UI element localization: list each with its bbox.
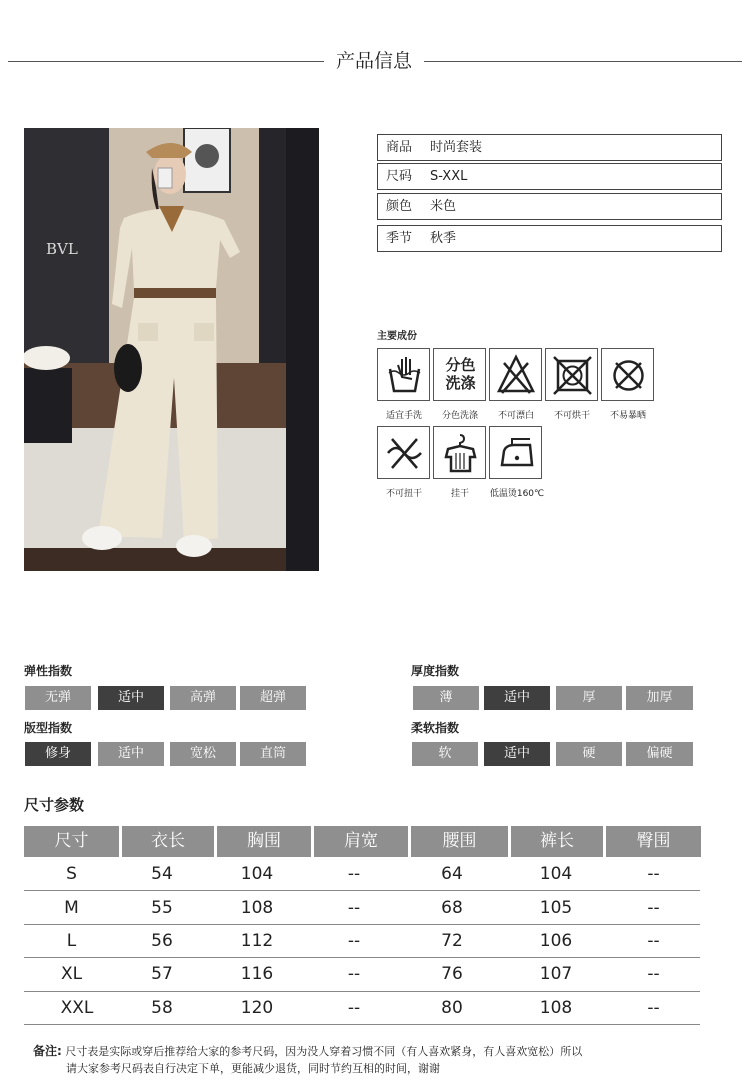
size-cell: 108 (539, 998, 573, 1018)
thickness-title: 厚度指数 (411, 664, 460, 678)
size-cell: 116 (240, 964, 274, 984)
size-cell: -- (347, 964, 361, 984)
softness-option-1-selected: 适中 (484, 742, 550, 766)
size-cell: 64 (441, 864, 463, 884)
size-header-6: 臀围 (606, 826, 701, 857)
size-cell: XXL (60, 998, 94, 1018)
care-label: 分色洗涤 (441, 411, 478, 421)
composition-title: 主要成份 (377, 331, 417, 342)
no-wring-icon (378, 427, 431, 480)
size-cell: 106 (539, 931, 573, 951)
info-value: 秋季 (430, 231, 457, 246)
note-label: 备注: (33, 1044, 62, 1058)
care-separate-wash (433, 348, 486, 401)
care-label: 不易暴晒 (609, 411, 646, 421)
size-cell: 105 (539, 898, 573, 918)
size-cell: -- (347, 898, 361, 918)
size-header-5: 裤长 (511, 826, 603, 857)
size-cell: 56 (151, 931, 173, 951)
size-cell: -- (647, 864, 660, 884)
info-key: 季节 (386, 231, 413, 246)
softness-option-0: 软 (412, 742, 478, 766)
size-cell: 80 (441, 998, 463, 1018)
thickness-option-2: 厚 (556, 686, 622, 710)
softness-option-3: 偏硬 (626, 742, 693, 766)
care-low-iron (489, 426, 542, 479)
size-cell: 112 (240, 931, 274, 951)
size-cell: -- (347, 931, 361, 951)
no-tumble-dry-icon (546, 349, 599, 402)
fit-option-1: 适中 (98, 742, 164, 766)
row-divider (24, 1024, 700, 1025)
size-cell: 55 (151, 898, 173, 918)
info-key: 商品 (386, 140, 413, 155)
size-cell: 107 (539, 964, 573, 984)
separate-wash-text-1: 分色 (445, 356, 476, 374)
fit-option-0-selected: 修身 (25, 742, 91, 766)
size-cell: 104 (240, 864, 274, 884)
note-text-1: 尺寸表是实际或穿后推荐给大家的参考尺码，因为没人穿着习惯不同（有人喜欢紧身，有人喜欢宽松）所以 (65, 1045, 583, 1058)
size-header-0: 尺寸 (24, 826, 119, 857)
thickness-option-1-selected: 适中 (484, 686, 550, 710)
size-note-line-1 (33, 1042, 582, 1059)
elasticity-option-3: 超弹 (240, 686, 306, 710)
info-row-product (377, 134, 722, 161)
size-header-4: 腰围 (411, 826, 508, 857)
care-hang-dry (433, 426, 486, 479)
size-cell: -- (347, 998, 361, 1018)
info-value: S-XXL (430, 169, 468, 184)
care-no-bleach (489, 348, 542, 401)
fit-title: 版型指数 (24, 721, 73, 735)
care-label: 不可扭干 (385, 489, 422, 499)
size-cell: 58 (151, 998, 173, 1018)
care-no-tumble-dry (545, 348, 598, 401)
separate-wash-icon (434, 356, 487, 392)
care-label: 挂干 (450, 489, 469, 499)
size-cell: 76 (441, 964, 463, 984)
wall-text-top: BVL (46, 240, 78, 258)
softness-title: 柔软指数 (411, 721, 460, 735)
care-no-wring (377, 426, 430, 479)
care-label: 不可漂白 (497, 411, 534, 421)
size-cell: XL (60, 964, 83, 984)
elasticity-option-1-selected: 适中 (98, 686, 164, 710)
care-label: 不可烘干 (553, 411, 590, 421)
size-cell: 108 (240, 898, 274, 918)
info-key: 颜色 (386, 199, 413, 214)
elasticity-title: 弹性指数 (24, 664, 73, 678)
size-cell: -- (647, 931, 660, 951)
separate-wash-text-2: 洗涤 (445, 374, 476, 392)
size-cell: 54 (151, 864, 173, 884)
thickness-option-3: 加厚 (626, 686, 693, 710)
size-cell: -- (347, 864, 361, 884)
hang-dry-icon (434, 427, 487, 480)
header-divider-left (8, 61, 324, 62)
row-divider (24, 890, 700, 891)
size-cell: -- (647, 898, 660, 918)
size-cell: 104 (539, 864, 573, 884)
softness-option-2: 硬 (556, 742, 622, 766)
elasticity-option-0: 无弹 (25, 686, 91, 710)
info-value: 米色 (430, 199, 457, 214)
size-header-2: 胸围 (217, 826, 311, 857)
size-table-title: 尺寸参数 (24, 796, 85, 814)
product-photo (24, 128, 319, 571)
size-header-1: 衣长 (122, 826, 214, 857)
size-note-line-2: 请大家参考尺码表自行决定下单，更能减少退货，同时节约互相的时间，谢谢 (66, 1062, 440, 1075)
size-cell: -- (647, 998, 660, 1018)
size-cell: 72 (441, 931, 463, 951)
fit-option-3: 直筒 (240, 742, 306, 766)
size-cell: S (66, 864, 77, 884)
fit-option-2: 宽松 (170, 742, 236, 766)
info-value: 时尚套装 (430, 140, 483, 155)
size-cell: -- (647, 964, 660, 984)
size-cell: M (64, 898, 79, 918)
no-sun-icon (602, 349, 655, 402)
low-iron-icon (490, 427, 543, 480)
size-cell: 68 (441, 898, 463, 918)
info-row-color (377, 193, 722, 220)
info-row-season (377, 225, 722, 252)
care-hand-wash (377, 348, 430, 401)
care-no-sun (601, 348, 654, 401)
size-cell: 57 (151, 964, 173, 984)
care-label: 低温烫160℃ (489, 489, 545, 499)
thickness-option-0: 薄 (413, 686, 479, 710)
info-key: 尺码 (386, 169, 413, 184)
no-bleach-icon (490, 349, 543, 402)
header-divider-right (424, 61, 742, 62)
info-row-size (377, 163, 722, 190)
page-title: 产品信息 (335, 50, 412, 72)
size-header-3: 肩宽 (314, 826, 408, 857)
size-cell: L (66, 931, 77, 951)
elasticity-option-2: 高弹 (170, 686, 236, 710)
size-cell: 120 (240, 998, 274, 1018)
care-label: 适宜手洗 (385, 411, 422, 421)
hand-wash-icon (378, 349, 431, 402)
